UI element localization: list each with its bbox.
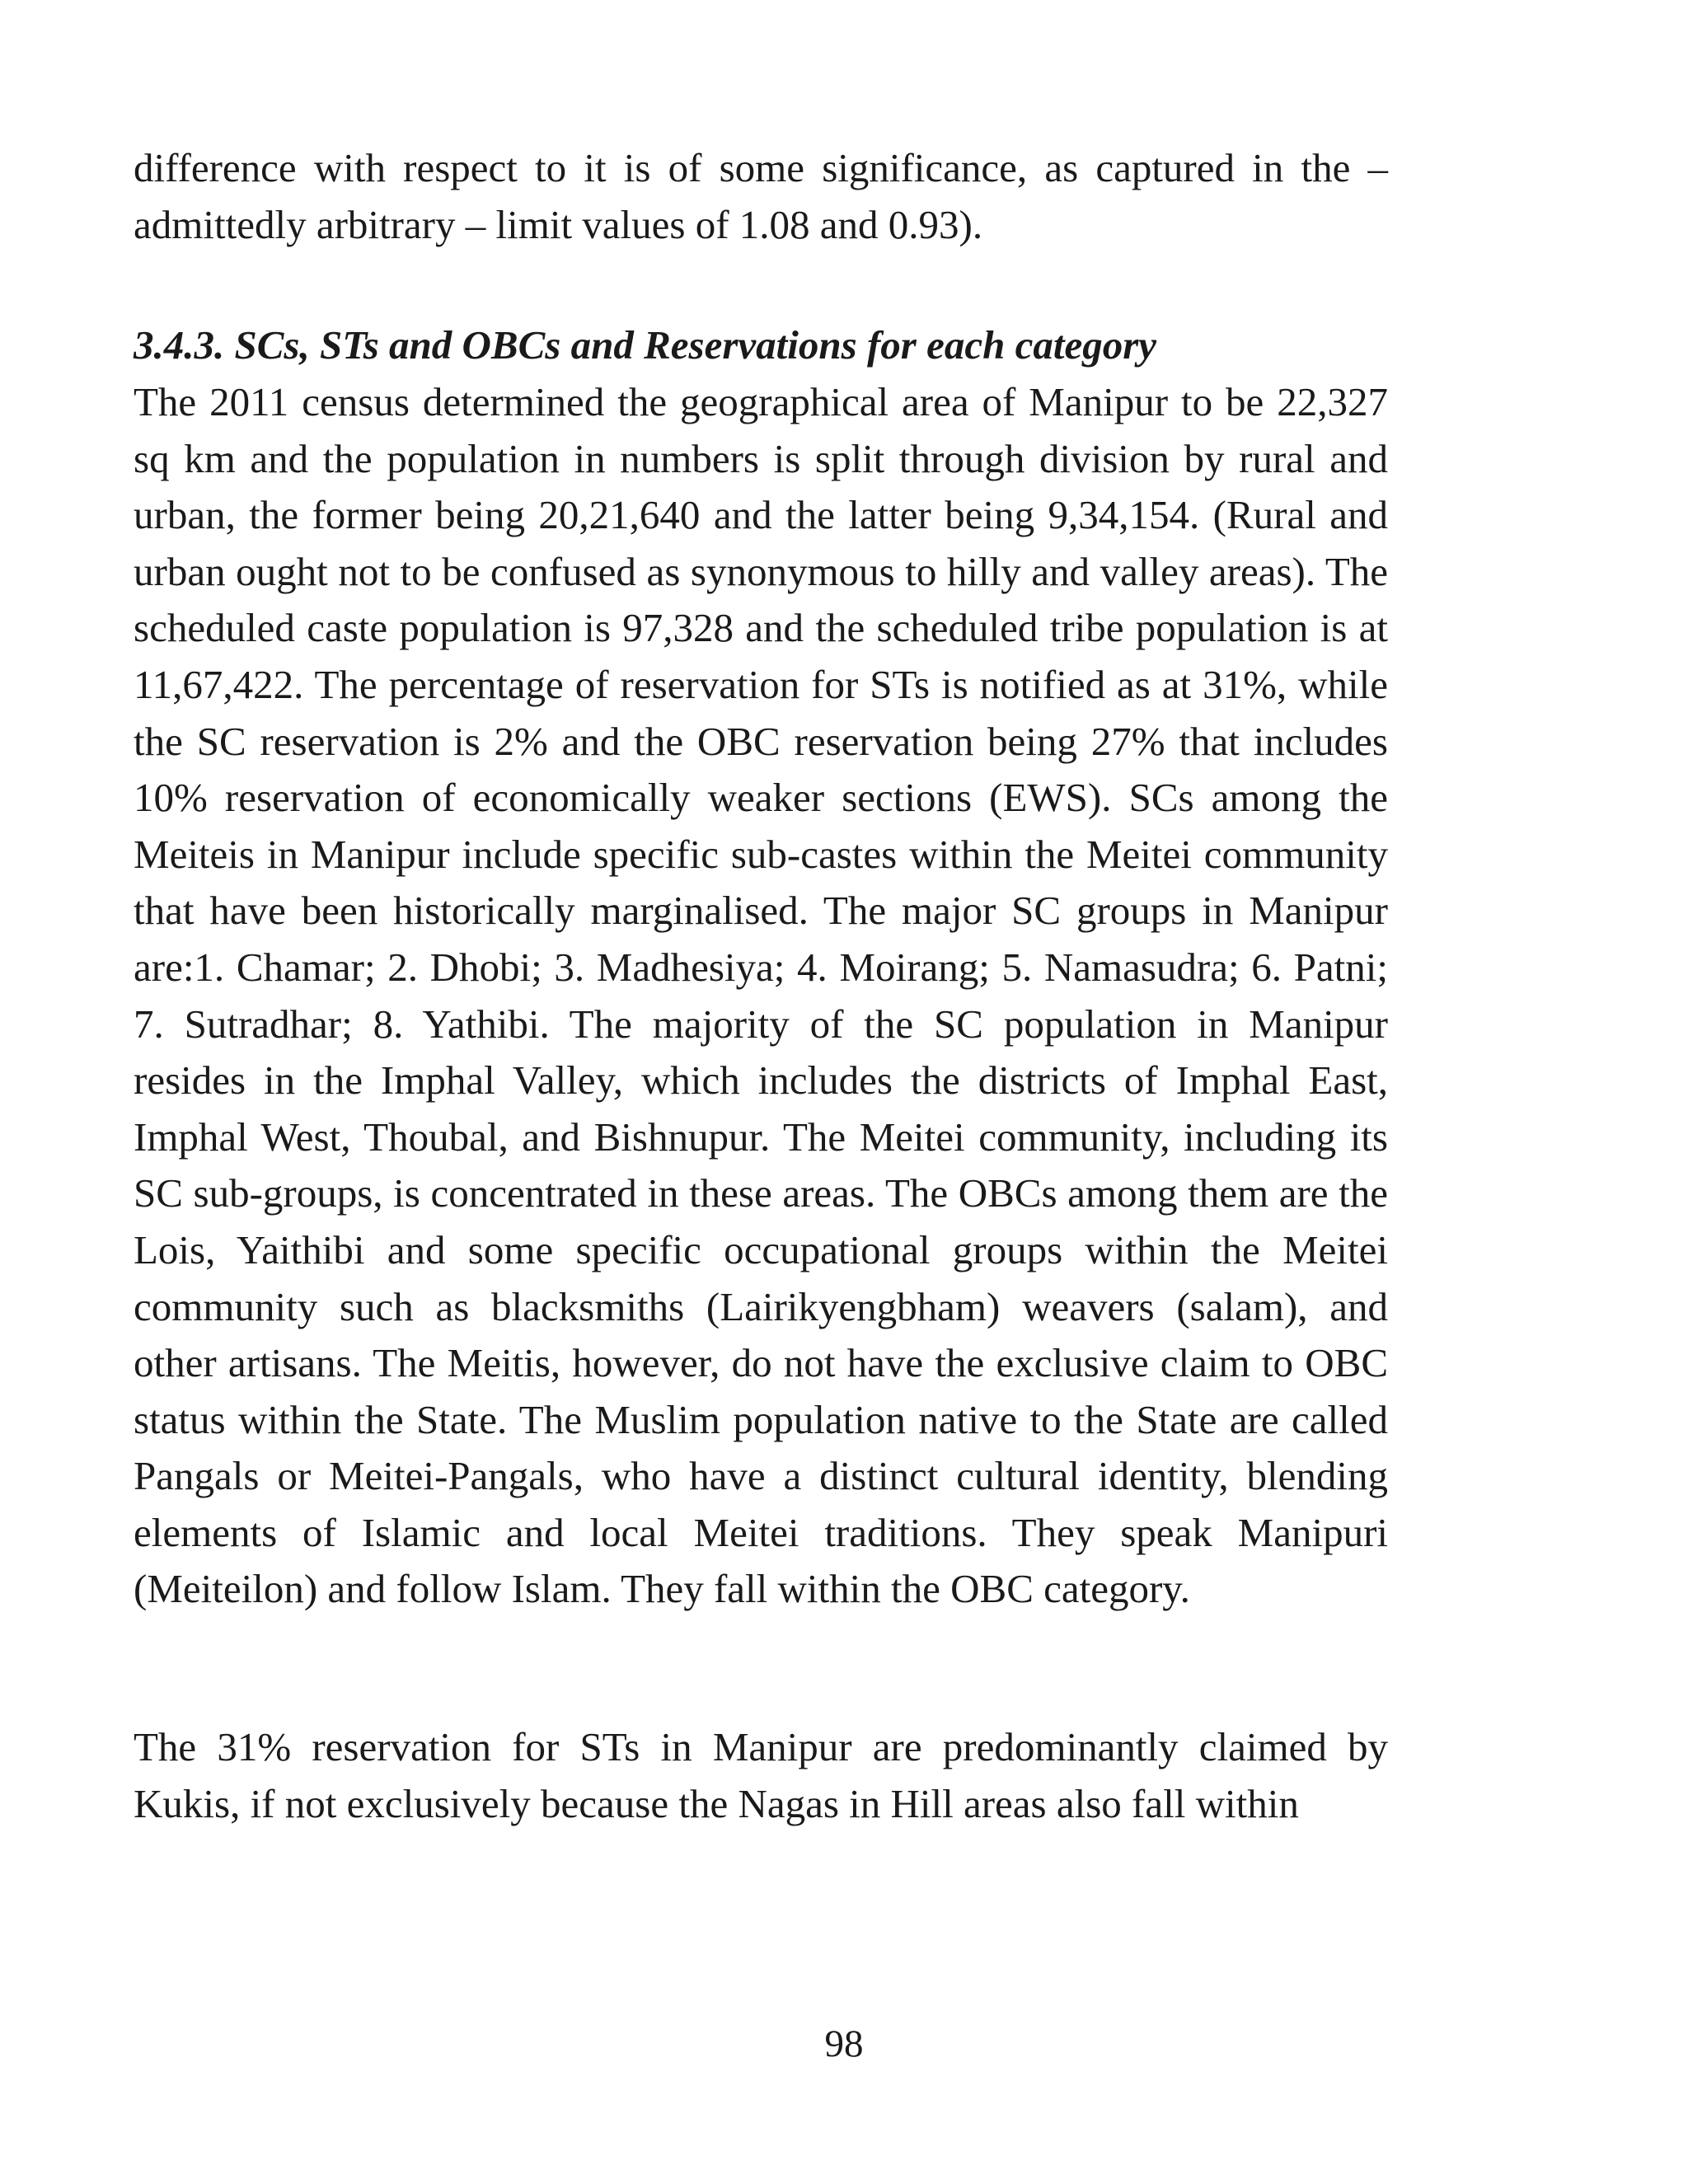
body-paragraph: The 31% reservation for STs in Manipur are predominantly claimed by Kukis, if not exclusively because the Nagas in Hill areas also fall within (134, 1724, 1388, 1826)
page-number: 98 (824, 2022, 864, 2065)
body-paragraph: The 2011 census determined the geographical area of Manipur to be 22,327 sq km and the population in numbers is split through division by rural and urban, the former being 20,21,640 and the latter being 9,34,154. (Rural and urban ought not to be confused as synonymous to hilly and valley areas). The scheduled caste population is 97,328 and the scheduled tribe population is at 11,67,422. The percentage of reservation for STs is notified as at 31%, while the SC reservation is 2% and the OBC reservation being 27% that includes 10% reservation of economically weaker sections (EWS). SCs among the Meiteis in Manipur include specific sub-castes within the Meitei community that have been historically marginalised. The major SC groups in Manipur are:1. Chamar; 2. Dhobi; 3. Madhesiya; 4. Moirang; 5. Namasudra; 6. Patni; 7. Sutradhar; 8. Yathibi. The majority of the SC population in Manipur resides in the Imphal Valley, which includes the districts of Imphal East, Imphal West, Thoubal, and Bishnupur. The Meitei community, including its SC sub-groups, is concentrated in these areas. The OBCs among them are the Lois, Yaithibi and some specific occupational groups within the Meitei community such as blacksmiths (Lairikyengbham) weavers (salam), and other artisans. The Meitis, however, do not have the exclusive claim to OBC status within the State. The Muslim population native to the State are called Pangals or Meitei-Pangals, who have a distinct cultural identity, blending elements of Islamic and local Meitei traditions. They speak Manipuri (Meiteilon) and follow Islam. They fall within the OBC category. (134, 379, 1388, 1612)
continuation-paragraph: difference with respect to it is of some significance, as captured in the – admittedly arbitrary – limit values of 1.08 and 0.93). (134, 145, 1388, 247)
section-heading: 3.4.3. SCs, STs and OBCs and Reservations for each category (134, 322, 1157, 368)
